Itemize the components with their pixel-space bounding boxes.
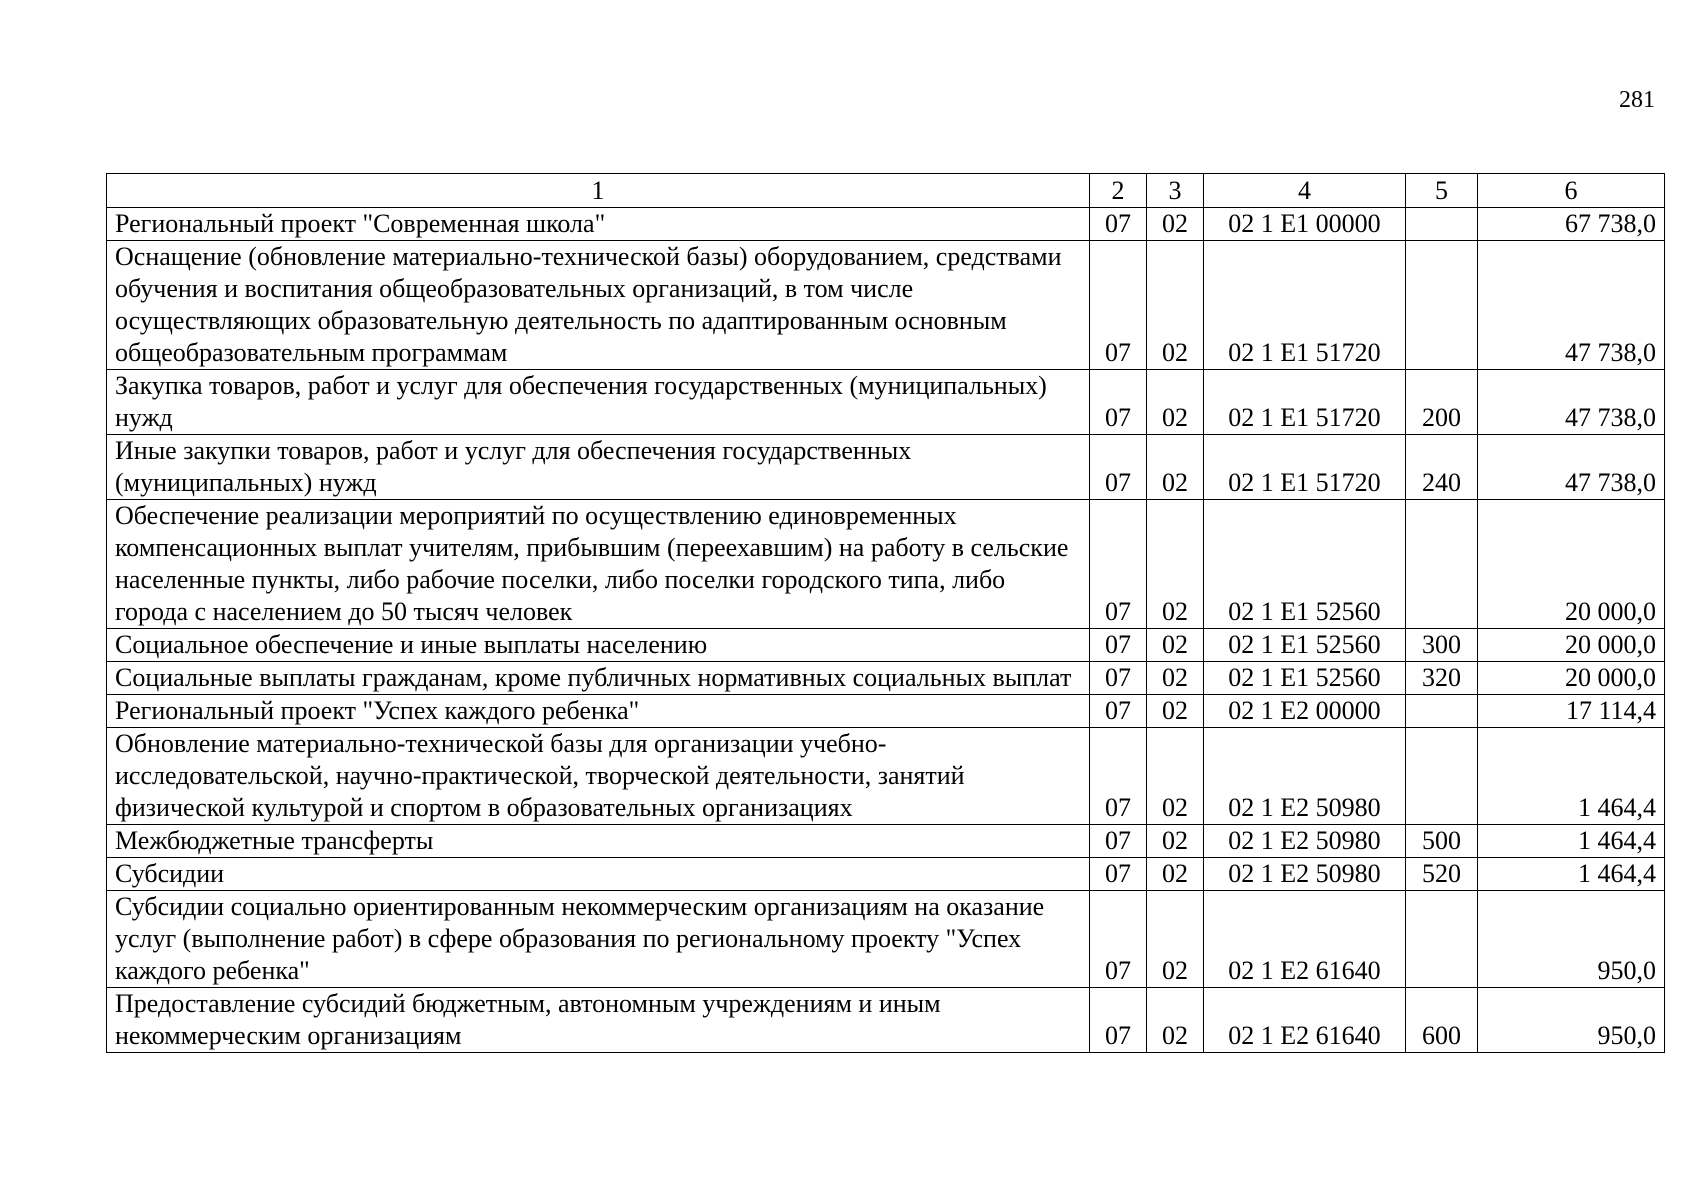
row-target-article-cell: 02 1 E2 61640 [1204,891,1406,988]
row-target-article-cell: 02 1 E2 50980 [1204,728,1406,825]
header-col-4: 4 [1204,174,1406,208]
page-number: 281 [1619,87,1655,113]
row-amount-cell: 20 000,0 [1478,500,1665,629]
table-row [107,435,1665,500]
row-section-cell: 07 [1090,629,1147,662]
row-subsection-cell: 02 [1147,629,1204,662]
row-target-article-cell: 02 1 E2 61640 [1204,988,1406,1053]
row-section-cell: 07 [1090,728,1147,825]
row-expense-type-cell: 500 [1406,825,1478,858]
row-amount-cell: 47 738,0 [1478,370,1665,435]
row-subsection-cell: 02 [1147,241,1204,370]
row-section-cell: 07 [1090,435,1147,500]
row-target-article-cell: 02 1 E2 50980 [1204,825,1406,858]
row-name-cell: Предоставление субсидий бюджетным, автономным учреждениям и иным некоммерческим организациям [107,988,1090,1053]
row-name-cell: Обеспечение реализации мероприятий по осуществлению единовременных компенсационных выплат учителям, прибывшим (переехавшим) на работу в сельские населенные пункты, либо рабочие поселки, либо поселки городского типа, либо города с населением до 50 тысяч человек [107,500,1090,629]
row-target-article-cell: 02 1 E1 51720 [1204,435,1406,500]
row-amount-cell: 1 464,4 [1478,858,1665,891]
row-amount-cell: 47 738,0 [1478,435,1665,500]
row-name-cell: Закупка товаров, работ и услуг для обеспечения государственных (муниципальных) нужд [107,370,1090,435]
row-name-cell: Субсидии [107,858,1090,891]
row-target-article-cell: 02 1 E1 51720 [1204,370,1406,435]
row-expense-type-cell: 300 [1406,629,1478,662]
row-amount-cell: 67 738,0 [1478,208,1665,241]
row-name-cell: Субсидии социально ориентированным некоммерческим организациям на оказание услуг (выполнение работ) в сфере образования по региональному проекту "Успех каждого ребенка" [107,891,1090,988]
row-section-cell: 07 [1090,695,1147,728]
table-row [107,988,1665,1053]
header-col-2: 2 [1090,174,1147,208]
table-row [107,500,1665,629]
row-amount-cell: 950,0 [1478,988,1665,1053]
row-target-article-cell: 02 1 E1 52560 [1204,500,1406,629]
row-subsection-cell: 02 [1147,370,1204,435]
row-subsection-cell: 02 [1147,825,1204,858]
row-section-cell: 07 [1090,241,1147,370]
row-name-cell: Социальные выплаты гражданам, кроме публичных нормативных социальных выплат [107,662,1090,695]
header-col-5: 5 [1406,174,1478,208]
row-expense-type-cell [1406,891,1478,988]
row-expense-type-cell: 600 [1406,988,1478,1053]
row-section-cell: 07 [1090,500,1147,629]
header-col-1: 1 [107,174,1090,208]
row-section-cell: 07 [1090,825,1147,858]
row-name-cell: Иные закупки товаров, работ и услуг для обеспечения государственных (муниципальных) нужд [107,435,1090,500]
row-subsection-cell: 02 [1147,435,1204,500]
row-name-cell: Региональный проект "Современная школа" [107,208,1090,241]
row-expense-type-cell: 520 [1406,858,1478,891]
row-subsection-cell: 02 [1147,891,1204,988]
row-expense-type-cell [1406,208,1478,241]
row-name-cell: Межбюджетные трансферты [107,825,1090,858]
row-name-cell: Обновление материально-технической базы для организации учебно-исследовательской, научно-практической, творческой деятельности, занятий физической культурой и спортом в образовательных организациях [107,728,1090,825]
row-section-cell: 07 [1090,858,1147,891]
row-target-article-cell: 02 1 E1 52560 [1204,629,1406,662]
row-expense-type-cell: 240 [1406,435,1478,500]
row-amount-cell: 1 464,4 [1478,825,1665,858]
table-row [107,891,1665,988]
table-row [107,858,1665,891]
table-row [107,370,1665,435]
budget-table [106,173,1665,1053]
row-expense-type-cell [1406,728,1478,825]
table-row [107,695,1665,728]
row-expense-type-cell [1406,695,1478,728]
table-row [107,241,1665,370]
table-row [107,825,1665,858]
row-subsection-cell: 02 [1147,662,1204,695]
header-col-6: 6 [1478,174,1665,208]
row-expense-type-cell: 200 [1406,370,1478,435]
table-row [107,629,1665,662]
table-row [107,208,1665,241]
row-subsection-cell: 02 [1147,500,1204,629]
row-section-cell: 07 [1090,662,1147,695]
row-name-cell: Региональный проект "Успех каждого ребенка" [107,695,1090,728]
row-target-article-cell: 02 1 E2 50980 [1204,858,1406,891]
row-subsection-cell: 02 [1147,858,1204,891]
row-expense-type-cell [1406,500,1478,629]
row-amount-cell: 17 114,4 [1478,695,1665,728]
row-subsection-cell: 02 [1147,728,1204,825]
row-expense-type-cell: 320 [1406,662,1478,695]
row-section-cell: 07 [1090,370,1147,435]
header-col-3: 3 [1147,174,1204,208]
row-expense-type-cell [1406,241,1478,370]
row-target-article-cell: 02 1 E1 51720 [1204,241,1406,370]
row-section-cell: 07 [1090,891,1147,988]
row-section-cell: 07 [1090,208,1147,241]
row-amount-cell: 20 000,0 [1478,662,1665,695]
table-body [107,208,1665,1053]
table-row [107,662,1665,695]
row-target-article-cell: 02 1 E1 00000 [1204,208,1406,241]
row-amount-cell: 950,0 [1478,891,1665,988]
row-subsection-cell: 02 [1147,988,1204,1053]
table-row [107,728,1665,825]
row-amount-cell: 1 464,4 [1478,728,1665,825]
row-name-cell: Оснащение (обновление материально-технической базы) оборудованием, средствами обучения и воспитания общеобразовательных организаций, в том числе осуществляющих образовательную деятельность по адаптированным основным общеобразовательным программам [107,241,1090,370]
row-target-article-cell: 02 1 E1 52560 [1204,662,1406,695]
row-amount-cell: 20 000,0 [1478,629,1665,662]
table-header-row [107,174,1665,208]
row-subsection-cell: 02 [1147,208,1204,241]
row-section-cell: 07 [1090,988,1147,1053]
row-amount-cell: 47 738,0 [1478,241,1665,370]
row-subsection-cell: 02 [1147,695,1204,728]
row-target-article-cell: 02 1 E2 00000 [1204,695,1406,728]
row-name-cell: Социальное обеспечение и иные выплаты населению [107,629,1090,662]
